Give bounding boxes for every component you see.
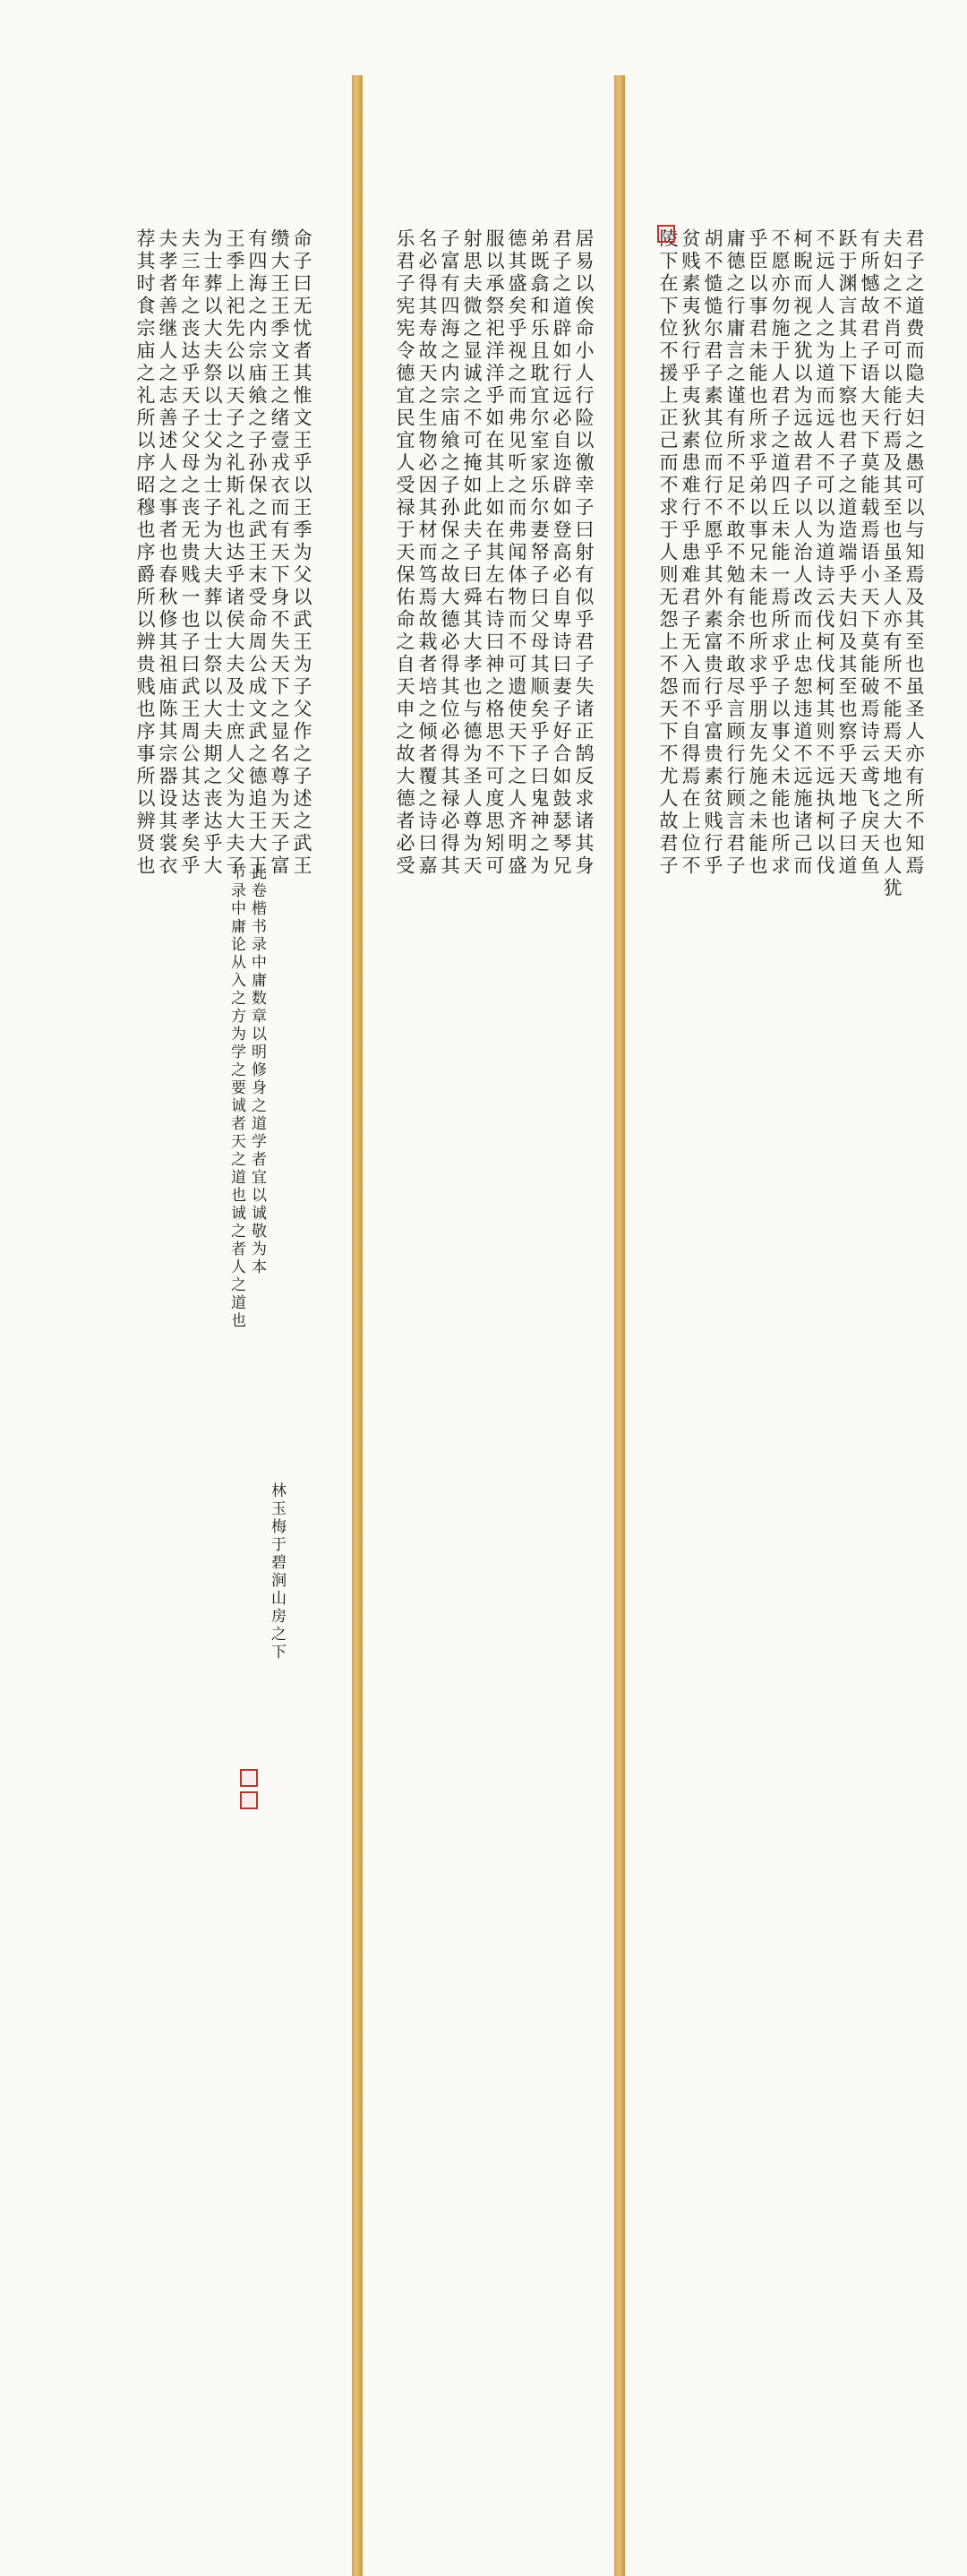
- text-column: 缵大王王季文王之绪壹戎衣而有天下身不失天下之显名尊为天子富: [269, 228, 290, 878]
- text-column: 夫孝者善继人之志善述人之事者也春秋修其祖庙陈其宗器设其裳衣: [157, 228, 178, 878]
- text-column: 胡不慥慥尔君子素其位而行不愿乎其外素富贵行乎富贵素贫贱行乎: [702, 228, 723, 878]
- text-panel-right: [657, 228, 926, 1393]
- text-column: 贫贱素夷狄行乎夷狄素患难行乎患难君子无入而不自得焉在上位不: [680, 228, 701, 878]
- text-column: 庸德之行庸言之谨有所不足不敢不勉有余不敢尽言顾行行顾言君子: [724, 228, 746, 878]
- text-column: 王季上祀先公以天子之礼斯礼也达乎诸侯大夫及士庶人父为大夫子: [224, 228, 245, 878]
- text-panel-left: [125, 228, 313, 2020]
- text-column: 命子曰无忧者其惟文王乎以王季为父以武王为子父作之子述之武王: [291, 228, 312, 878]
- text-column: 射思夫微之显诚之不可掩如此夫子曰舜其大孝也与德为圣人尊为天: [461, 228, 483, 878]
- seal-stamp: [240, 1769, 258, 1787]
- text-column: 不远人人之为道而远人不可以为道诗云伐柯伐柯其则不远执柯以伐: [814, 228, 835, 878]
- seal-stamp: [240, 1791, 258, 1809]
- text-column: 有所憾故君子语大天下莫能载焉语小天下莫能破焉诗云鸢飞戾天鱼: [859, 228, 880, 878]
- seal-stamp: [657, 225, 675, 243]
- text-column: 夫妇之不肖可以能行焉及其至也虽圣人亦有所不能焉天地之大也人犹: [881, 228, 903, 900]
- text-column: 夫三年之丧达乎天子父母之丧无贵贱一也子曰武王周公其达孝矣乎: [179, 228, 201, 878]
- colophon-line: 此卷楷书录中庸数章以明修身之道学者宜以诚敬为本: [248, 864, 266, 1276]
- mount-strip-left: [352, 75, 363, 2576]
- colophon-line: 节录中庸论从入之方为学之要诚者天之道也诚之者人之道也: [227, 864, 245, 1330]
- text-column: 荐其时食宗庙之礼所以序昭穆也序爵所以辨贵贱也序事所以辨贤也: [134, 228, 156, 878]
- text-column: 为士葬以大夫祭以士父为士子为大夫葬以士祭以大夫期之丧达乎大: [201, 228, 223, 878]
- text-column: 服以承祭祀洋洋乎如在其上如在其左右诗曰神之格思不可度思矧可: [484, 228, 505, 878]
- text-column: 有四海之内宗庙飨之子孙保之武王末受命周公成文武之德追王大王: [246, 228, 268, 878]
- colophon-line: 林玉梅于碧涧山房之下: [268, 1482, 286, 1662]
- text-column: 德其盛矣乎视之而弗见听之而弗闻体物而不可遗使天下之人齐明盛: [506, 228, 527, 878]
- text-column: 名必得其寿故天之生物必因其材而笃焉故栽者培之倾者覆之诗曰嘉: [416, 228, 438, 878]
- text-column: 乎臣以事君未能也所求乎弟以事兄未能也所求乎朋友先施之未能也: [747, 228, 768, 878]
- text-column: 乐君子宪宪令德宜民宜人受禄于天保佑命之自天申之故大德者必受: [394, 228, 415, 878]
- text-column: 不愿亦勿施于人君子之道四丘未能一焉所求乎子以事父未能也所求: [769, 228, 791, 878]
- text-column: 君子之道费而隐夫妇之愚可以与知焉及其至也虽圣人亦有所不知焉: [903, 228, 925, 878]
- text-column: 跃于渊言其上下察也君子之道造端乎夫妇及其至也察乎天地子曰道: [836, 228, 858, 878]
- text-panel-middle: [394, 228, 595, 1393]
- mount-strip-right: [614, 75, 625, 2576]
- text-column: 陵下在下位不援上正己而不求于人则无怨上不怨天下不尤人故君子: [657, 228, 679, 878]
- text-column: 柯睨而视之犹以为远故君子以人治人改而止忠恕违道不远施诸己而: [792, 228, 813, 878]
- text-column: 子富有四海之内宗庙飨之子孙保之故大德必得其位必得其禄必得其: [439, 228, 460, 878]
- text-column: 居易以俟命小人行险以徼幸子曰射有似乎君子失诸正鹄反求诸其身: [573, 228, 595, 878]
- text-column: 弟既翕和乐且耽宜尔室家乐尔妻帑子曰父母其顺矣乎子曰鬼神之为: [528, 228, 550, 878]
- text-column: 君子之道辟如行远必自迩辟如登高必自卑诗曰妻子好合如鼓瑟琴兄: [551, 228, 572, 878]
